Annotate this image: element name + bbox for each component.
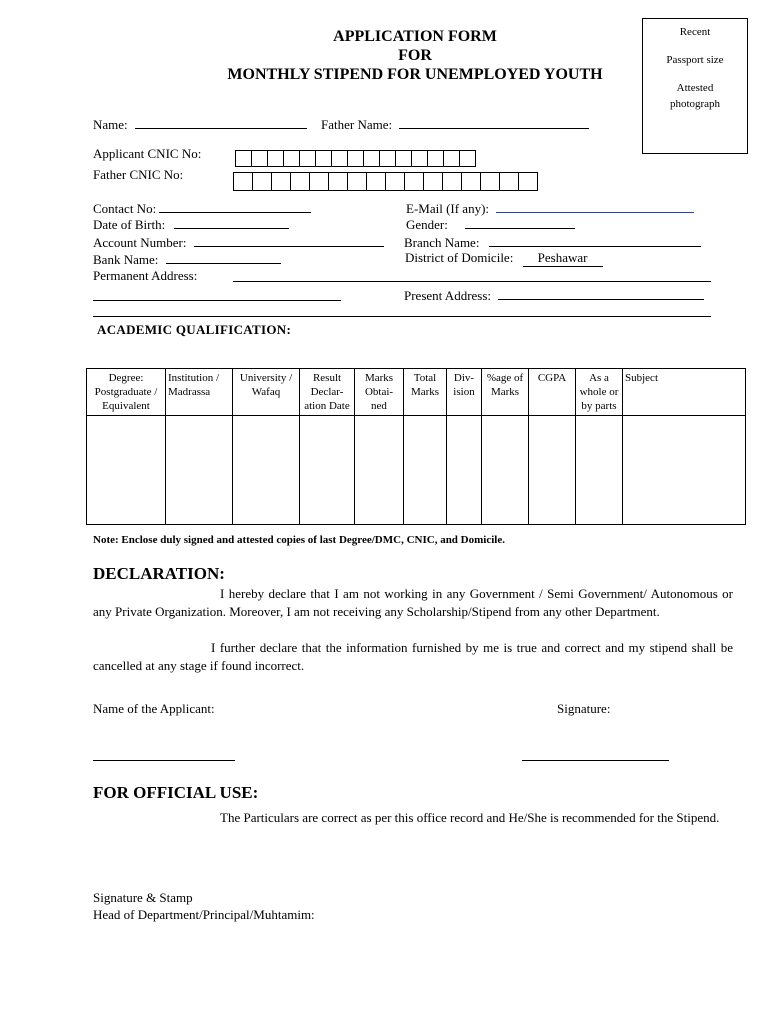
- table-cell[interactable]: [623, 416, 746, 525]
- address-extra-line[interactable]: [93, 316, 711, 317]
- present-address-row: [404, 286, 704, 304]
- contact-label: Contact No:: [93, 201, 157, 216]
- district-label: District of Domicile:: [405, 250, 514, 265]
- branch-label: Branch Name:: [404, 235, 480, 250]
- column-header: Degree: Postgraduate / Equivalent: [87, 369, 166, 416]
- column-header: Div- ision: [447, 369, 482, 416]
- table-cell[interactable]: [300, 416, 355, 525]
- form-title-line1: APPLICATION FORM: [333, 28, 497, 45]
- head-of-department-label: Head of Department/Principal/Muhtamim:: [93, 907, 315, 922]
- declaration-paragraph-1: I hereby declare that I am not working in any Government / Semi Government/ Autonomous or any Private Organization. Moreover, I am not receiving any Scholarship/Stipend from any other Department.: [93, 586, 733, 619]
- district-field[interactable]: Peshawar: [523, 250, 603, 267]
- form-title-line2: FOR: [398, 47, 432, 64]
- present-address-label: Present Address:: [404, 288, 492, 303]
- contact-field[interactable]: [159, 199, 311, 213]
- declaration-heading: DECLARATION:: [93, 564, 225, 583]
- bank-label: Bank Name:: [93, 252, 159, 267]
- table-cell[interactable]: [529, 416, 576, 525]
- form-title-line3: MONTHLY STIPEND FOR UNEMPLOYED YOUTH: [227, 66, 603, 83]
- gender-label: Gender:: [406, 217, 448, 232]
- permanent-address-field[interactable]: [233, 268, 711, 282]
- table-cell[interactable]: [447, 416, 482, 525]
- name-field[interactable]: [135, 115, 307, 129]
- signature-label: Signature:: [557, 701, 611, 716]
- official-paragraph: The Particulars are correct as per this office record and He/She is recommended for the Stipend.: [220, 810, 720, 825]
- gender-row: [406, 215, 575, 233]
- column-header: Result Declar- ation Date: [300, 369, 355, 416]
- account-label: Account Number:: [93, 235, 187, 250]
- table-cell[interactable]: [404, 416, 447, 525]
- father-name-field[interactable]: [399, 115, 589, 129]
- account-field[interactable]: [194, 233, 384, 247]
- table-cell[interactable]: [166, 416, 233, 525]
- present-address-field[interactable]: [498, 286, 704, 300]
- column-header: Marks Obtai- ned: [355, 369, 404, 416]
- permanent-address-field-line2[interactable]: [93, 287, 341, 301]
- father-cnic-boxes[interactable]: [233, 172, 538, 191]
- name-row: [93, 115, 307, 133]
- photo-box-line: Passport size: [666, 54, 724, 66]
- email-field[interactable]: [496, 199, 694, 213]
- applicant-cnic-boxes[interactable]: [235, 150, 476, 167]
- column-header: Institution / Madrassa: [166, 369, 233, 416]
- academic-header-row: [87, 369, 746, 416]
- table-cell[interactable]: [233, 416, 300, 525]
- table-cell[interactable]: [482, 416, 529, 525]
- branch-field[interactable]: [489, 233, 701, 247]
- photo-box-line: Recent: [679, 26, 711, 38]
- academic-table: [86, 368, 746, 525]
- academic-note: Note: Enclose duly signed and attested copies of last Degree/DMC, CNIC, and Domicile.: [93, 534, 505, 546]
- father-name-row: [321, 115, 589, 133]
- declaration-paragraph-2: I further declare that the information furnished by me is true and correct and my stipend shall be cancelled at any stage if found incorrect.: [93, 640, 733, 673]
- column-header: Total Marks: [404, 369, 447, 416]
- applicant-name-label: Name of the Applicant:: [93, 701, 215, 716]
- bank-row: [93, 250, 281, 268]
- column-header: Subject: [623, 369, 746, 416]
- column-header: University / Wafaq: [233, 369, 300, 416]
- column-header: CGPA: [529, 369, 576, 416]
- column-header: %age of Marks: [482, 369, 529, 416]
- table-cell[interactable]: [576, 416, 623, 525]
- academic-entry-row[interactable]: [87, 416, 746, 525]
- photo-box: [642, 18, 748, 154]
- applicant-cnic-label: Applicant CNIC No:: [93, 146, 202, 161]
- applicant-name-line[interactable]: [93, 760, 235, 761]
- district-row: [405, 250, 603, 267]
- branch-row: [404, 233, 701, 251]
- photo-box-line: photograph: [669, 98, 721, 110]
- official-use-heading: FOR OFFICIAL USE:: [93, 783, 259, 802]
- signature-stamp-label: Signature & Stamp: [93, 890, 193, 905]
- bank-field[interactable]: [166, 250, 281, 264]
- permanent-address-label: Permanent Address:: [93, 268, 198, 283]
- name-label: Name:: [93, 117, 128, 132]
- table-cell[interactable]: [355, 416, 404, 525]
- account-row: [93, 233, 384, 251]
- table-cell[interactable]: [87, 416, 166, 525]
- dob-field[interactable]: [174, 215, 289, 229]
- academic-heading: ACADEMIC QUALIFICATION:: [97, 322, 292, 337]
- email-label: E-Mail (If any):: [406, 201, 490, 216]
- gender-field[interactable]: [465, 215, 575, 229]
- dob-label: Date of Birth:: [93, 217, 166, 232]
- photo-box-line: Attested: [676, 82, 714, 94]
- column-header: As a whole or by parts: [576, 369, 623, 416]
- father-cnic-label: Father CNIC No:: [93, 167, 184, 182]
- signature-line[interactable]: [522, 760, 669, 761]
- father-name-label: Father Name:: [321, 117, 393, 132]
- dob-row: [93, 215, 289, 233]
